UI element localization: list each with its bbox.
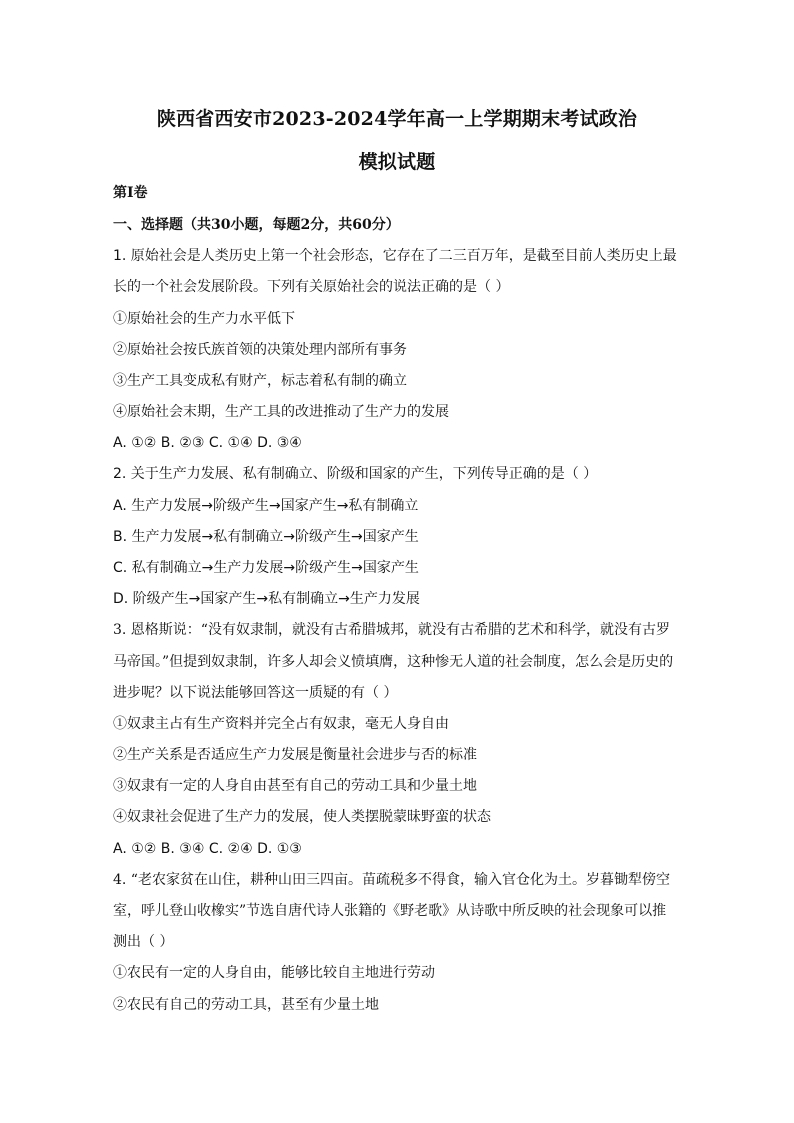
question-2-stem: 2. 关于生产力发展、私有制确立、阶级和国家的产生，下列传导正确的是（ ） — [113, 466, 598, 482]
question-1-statement-2: ②原始社会按氏族首领的决策处理内部所有事务 — [113, 342, 407, 358]
question-2-choice-d: D. 阶级产生→国家产生→私有制确立→生产力发展 — [113, 591, 420, 607]
question-2-choice-a: A. 生产力发展→阶级产生→国家产生→私有制确立 — [113, 498, 419, 514]
question-4-statement-1: ①农民有一定的人身自由，能够比较自主地进行劳动 — [113, 965, 435, 981]
question-4-stem-line-2: 室，呼儿登山收橡实”节选自唐代诗人张籍的《野老歌》从诗歌中所反映的社会现象可以推 — [113, 903, 667, 919]
question-1-options: A. ①② B. ②③ C. ①④ D. ③④ — [113, 435, 302, 451]
question-2-choice-c: C. 私有制确立→生产力发展→阶级产生→国家产生 — [113, 560, 419, 576]
question-4-statement-2: ②农民有自己的劳动工具，甚至有少量土地 — [113, 997, 379, 1013]
section-heading: 一、选择题（共30小题，每题2分，共60分） — [113, 217, 400, 233]
question-3-statement-1: ①奴隶主占有生产资料并完全占有奴隶，毫无人身自由 — [113, 716, 449, 732]
question-3-stem-line-2: 马帝国。”但提到奴隶制，许多人却会义愤填膺，这种惨无人道的社会制度，怎么会是历史的 — [113, 654, 674, 670]
question-1-stem-line-1: 1. 原始社会是人类历史上第一个社会形态，它存在了二三百万年，是截至目前人类历史上最 — [113, 248, 677, 264]
question-3-stem-line-3: 进步呢？以下说法能够回答这一质疑的有（ ） — [113, 685, 398, 701]
question-1-statement-1: ①原始社会的生产力水平低下 — [113, 311, 295, 327]
question-3-statement-2: ②生产关系是否适应生产力发展是衡量社会进步与否的标准 — [113, 747, 477, 763]
question-2-choice-b: B. 生产力发展→私有制确立→阶级产生→国家产生 — [113, 529, 419, 545]
question-1-stem-line-2: 长的一个社会发展阶段。下列有关原始社会的说法正确的是（ ） — [113, 279, 510, 295]
question-4-stem-line-1: 4. “老农家贫在山住，耕种山田三四亩。苗疏税多不得食，输入官仓化为土。岁暮锄犁傍空 — [113, 872, 670, 888]
question-1-statement-3: ③生产工具变成私有财产，标志着私有制的确立 — [113, 373, 407, 389]
part-label: 第Ⅰ卷 — [113, 185, 148, 201]
question-3-stem-line-1: 3. 恩格斯说：“没有奴隶制，就没有古希腊城邦，就没有古希腊的艺术和科学，就没有古罗 — [113, 622, 670, 638]
exam-title-line-2: 模拟试题 — [358, 151, 436, 173]
question-3-options: A. ①② B. ③④ C. ②④ D. ①③ — [113, 841, 302, 857]
question-3-statement-3: ③奴隶有一定的人身自由甚至有自己的劳动工具和少量土地 — [113, 778, 477, 794]
question-1-statement-4: ④原始社会末期，生产工具的改进推动了生产力的发展 — [113, 404, 449, 420]
question-3-statement-4: ④奴隶社会促进了生产力的发展，使人类摆脱蒙昧野蛮的状态 — [113, 809, 491, 825]
question-4-stem-line-3: 测出（ ） — [113, 934, 174, 950]
exam-title-line-1: 陕西省西安市2023-2024学年高一上学期期末考试政治 — [156, 108, 638, 130]
